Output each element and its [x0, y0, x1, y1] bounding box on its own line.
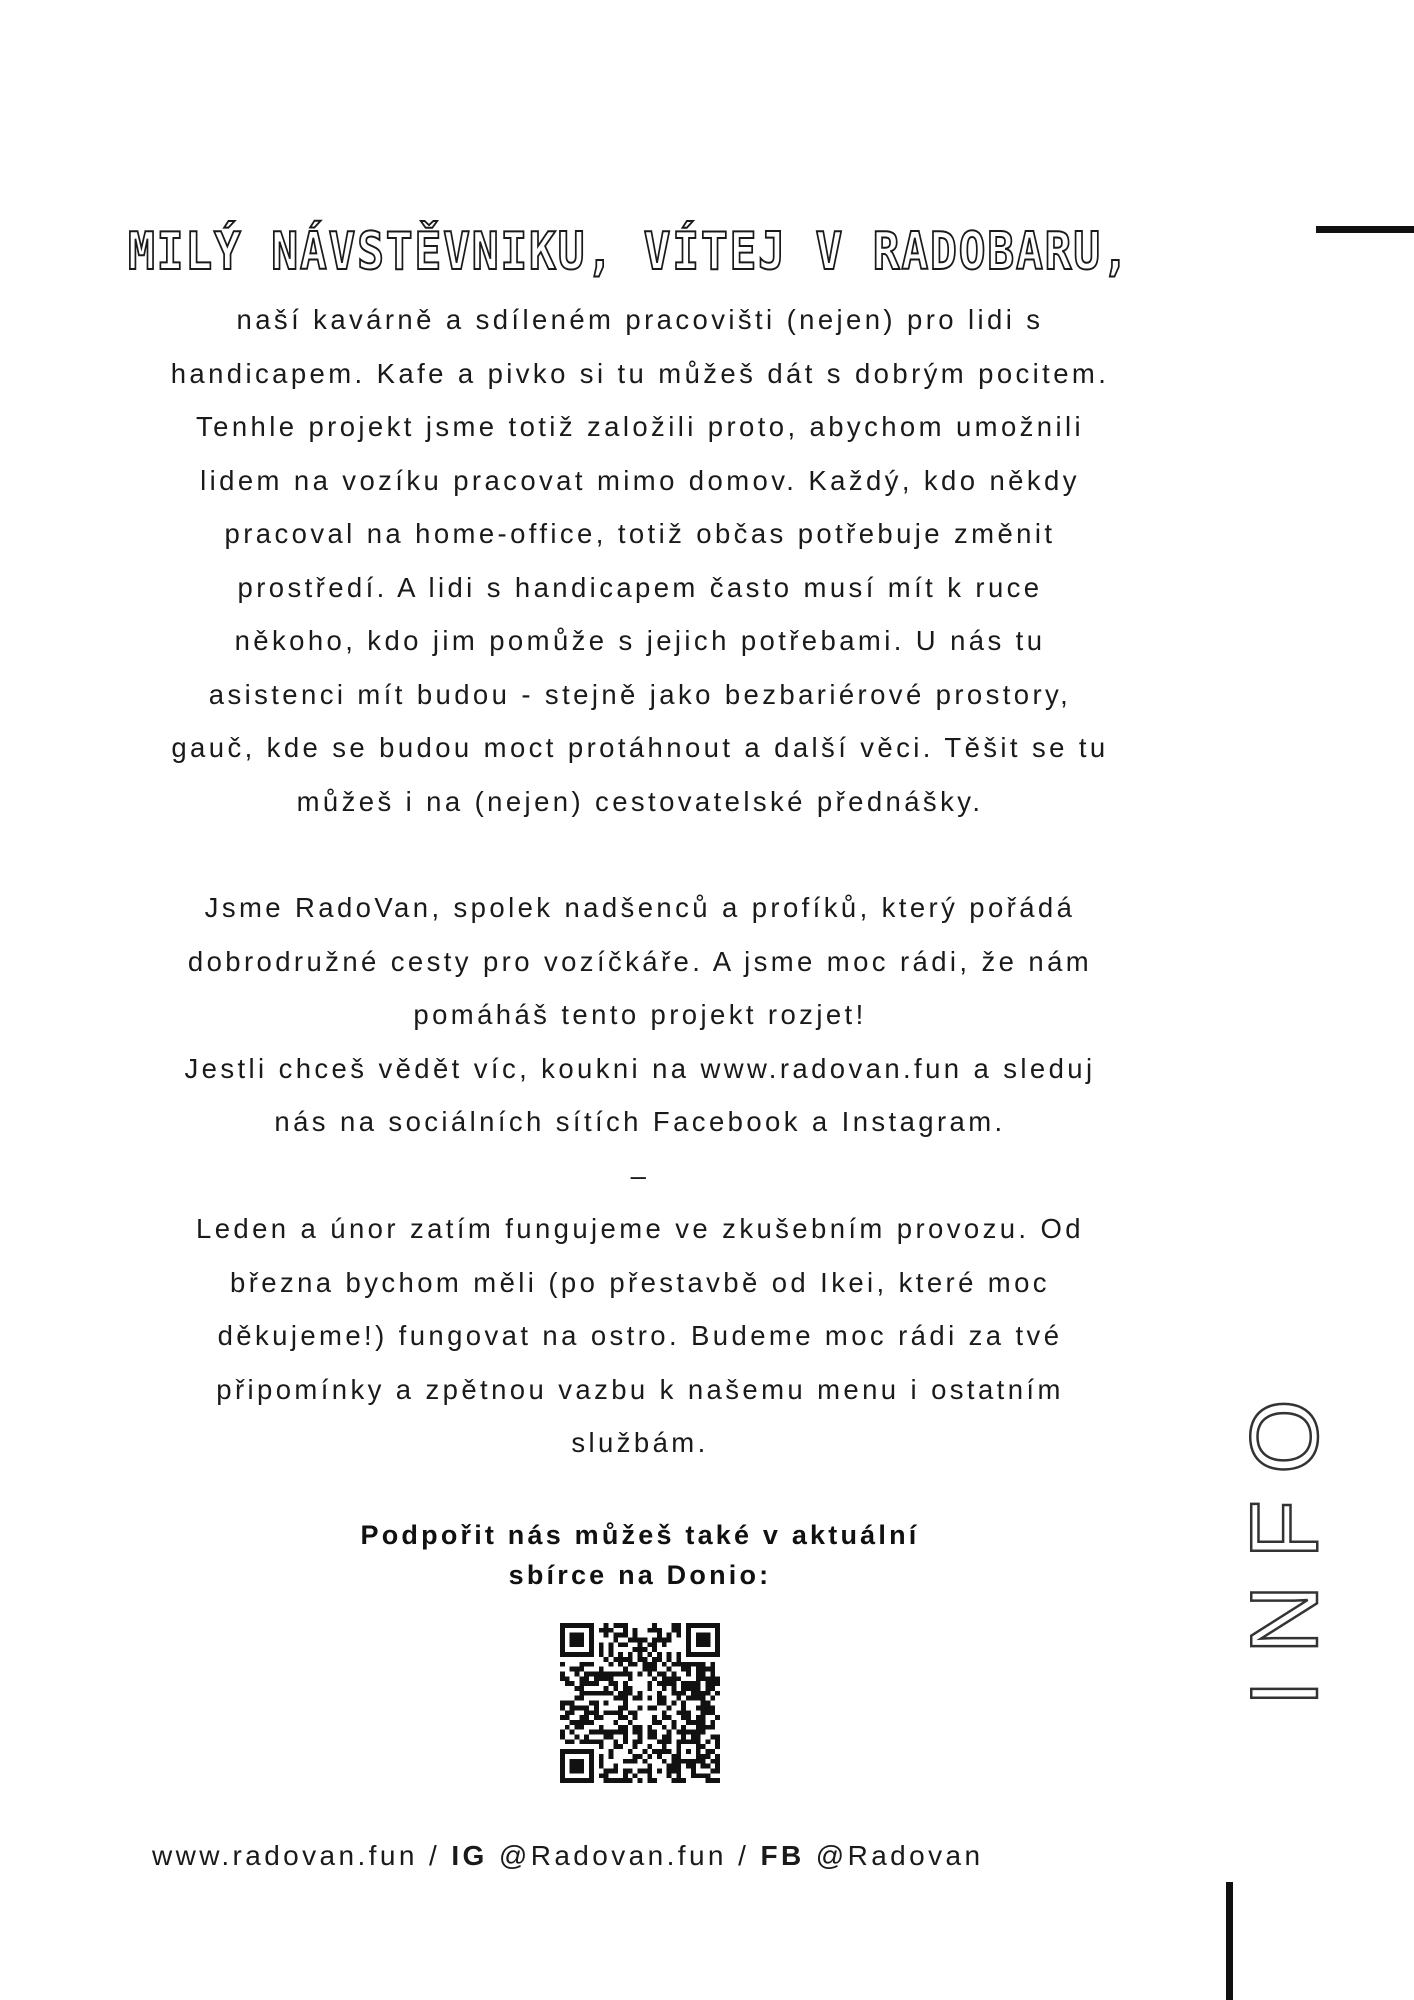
support-callout: Podpořit nás můžeš také v aktuální sbírce na Donio:	[360, 1519, 920, 1590]
info-side-label: INFO	[1231, 1373, 1338, 1707]
main-content	[140, 293, 1140, 1783]
qr-code-icon[interactable]	[560, 1623, 720, 1783]
facebook-label: FB	[760, 1840, 805, 1871]
footer-separator: /	[726, 1840, 761, 1871]
instagram-label: IG	[451, 1840, 488, 1871]
footer-separator: /	[417, 1840, 452, 1871]
facebook-handle[interactable]: @Radovan	[804, 1840, 984, 1871]
intro-paragraph: naší kavárně a sdíleném pracovišti (nejen) pro lidi s handicapem. Kafe a pivko si tu můžeš dát s dobrým pocitem. Tenhle projekt jsme totiž založili proto, abychom umožnili lidem na vozíku pracovat mimo domov. Každý, kdo někdy pracoval na home-office, totiž občas potřebuje změnit prostředí. A lidi s handicapem často musí mít k ruce někoho, kdo jim pomůže s jejich potřebami. U nás tu asistenci mít budou - stejně jako bezbariérové prostory, gauč, kde se budou moct protáhnout a další věci. Těšit se tu můžeš i na (nejen) cestovatelské přednášky.	[170, 304, 1110, 817]
instagram-handle[interactable]: @Radovan.fun	[487, 1840, 727, 1871]
qr-code-graphic	[560, 1623, 720, 1783]
website-link[interactable]: www.radovan.fun	[152, 1840, 418, 1871]
paragraph-spacer	[140, 1470, 1140, 1515]
page-title: MILÝ NÁVSTĚVNIKU, VÍTEJ V RADOBARU,	[128, 222, 1131, 282]
footer-links	[152, 1836, 1112, 1876]
side-decorative-rule	[1226, 1882, 1233, 2000]
about-paragraph: Jsme RadoVan, spolek nadšenců a profíků, který pořádá dobrodružné cesty pro vozíčkáře. A jsme moc rádi, že nám pomáháš tento projekt rozjet! Jestli chceš vědět víc, koukni na www.radovan.fun a sleduj nás na sociálních sítích Facebook a Instagram. – Leden a únor zatím fungujeme ve zkušebním provozu. Od března bychom měli (po přestavbě od Ikei, které moc děkujeme!) fungovat na ostro. Budeme moc rádi za tvé připomínky a zpětnou vazbu k našemu menu i ostatním službám.	[184, 892, 1096, 1458]
paragraph-spacer	[140, 828, 1140, 881]
top-decorative-rule	[1316, 226, 1414, 233]
